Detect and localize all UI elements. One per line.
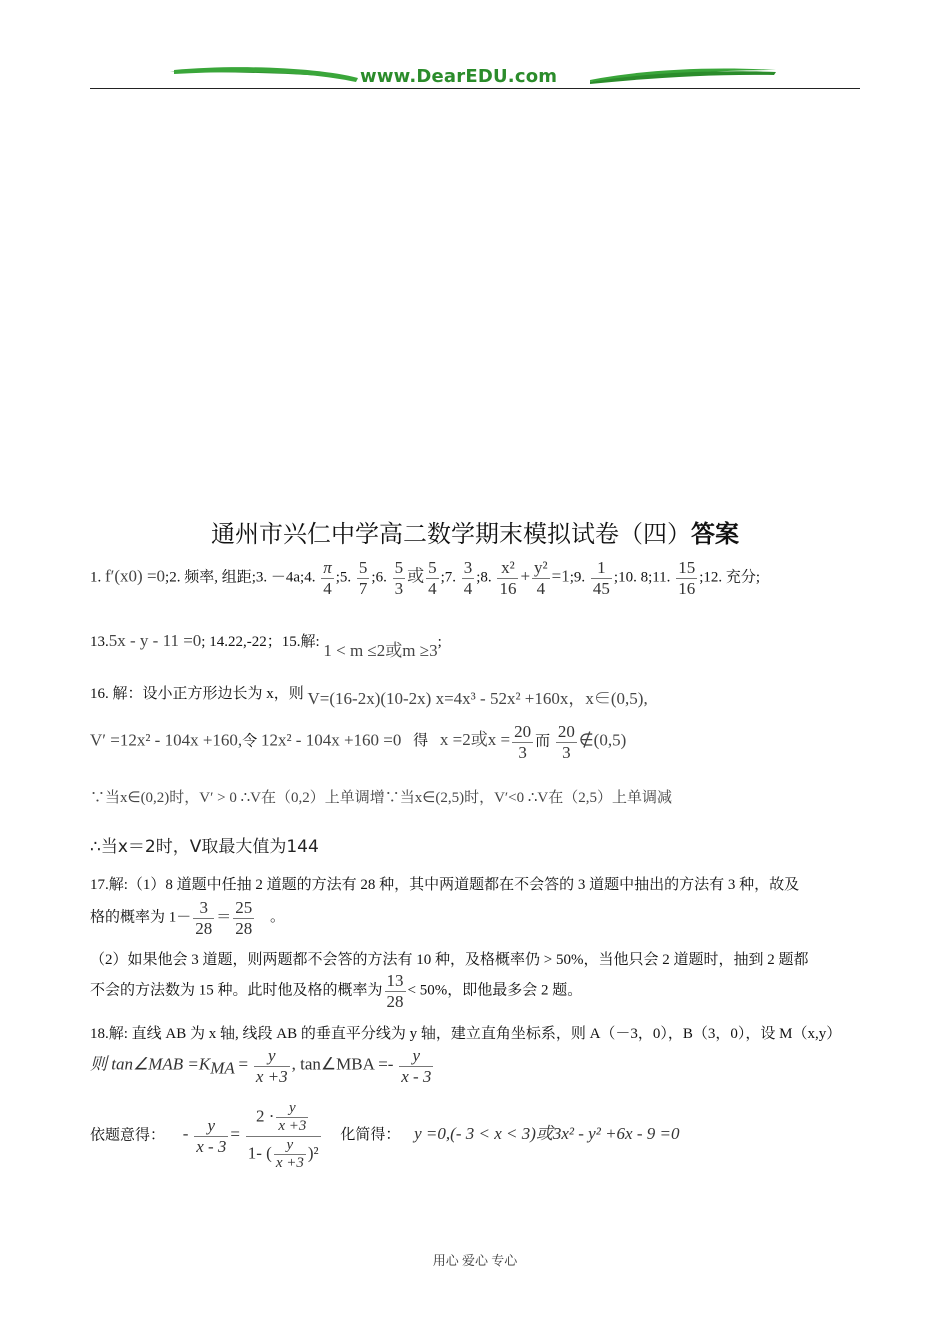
q17-equals: ＝: [216, 909, 232, 926]
q16-volume-expression: V=(16-2x)(10-2x) x=4x³ - 52x² +160x，x∈(0,5),: [307, 689, 648, 708]
q16-de: 得: [413, 733, 429, 750]
q18-huajian: 化简得：: [340, 1127, 401, 1144]
q16-monotonic-line: ∵当x∈(0,2)时，V′ > 0 ∴V在（0,2）上单调增∵当x∈(2,5)时，V′<0 ∴V在（2,5）上单调减: [90, 790, 673, 806]
q16-derivative: V′ =12x² - 104x +160,: [90, 730, 243, 750]
q8-label: ;8.: [476, 569, 492, 586]
q6-label: ;6.: [371, 569, 387, 586]
q5-label: ;5.: [335, 569, 352, 586]
q16-not-in: ∉(0,5): [578, 730, 627, 750]
q1-number: 1.: [90, 569, 102, 586]
q16-line-2: [90, 722, 626, 762]
q17-lead: 格的概率为 1－: [90, 909, 192, 926]
q15-end: ;: [437, 634, 442, 650]
q16-lead: 16. 解：设小正方形边长为 x，则: [90, 686, 304, 702]
title-main: 通州市兴仁中学高二数学期末模拟试卷（四）: [211, 520, 691, 548]
q13-number: 13.: [90, 634, 109, 650]
q7-fraction: $\frac{3}{4}$: [463, 558, 473, 598]
q16-ling: 令: [242, 733, 258, 750]
q6-or: 或: [407, 566, 425, 586]
q17-lead-2: 不会的方法数为 15 种。此时他及格的概率为: [90, 982, 383, 999]
header-rule: [90, 88, 860, 89]
q12-answer: ;12. 充分;: [699, 569, 761, 586]
q6-fraction-2: $\frac{5}{4}$: [428, 558, 437, 598]
q17-end-2: < 50%，即他最多会 2 题。: [407, 982, 583, 999]
q17-line-2: [90, 898, 285, 938]
q17-line-1: 17.解:（1）8 道题中任抽 2 道题的方法有 28 种，其中两道题都在不会答的 3 道题中抽出的方法有 3 种，故及: [90, 877, 800, 893]
q17-line-3: （2）如果他会 3 道题，则两题都不会答的方法有 10 种，及格概率仍 > 50%，当他只会 2 道题时，抽到 2 题都: [90, 952, 809, 968]
q9-fraction: $\frac{1}{45}$: [592, 558, 610, 598]
header-logo-text: www.DearEDU.com: [360, 66, 558, 87]
q1-answer: f′(x0) =0: [105, 566, 166, 586]
q18-minus: -: [182, 1124, 189, 1144]
answers-line-2: [90, 626, 442, 660]
q8-fraction-y: $\frac{\text{y²}}{4}$: [534, 558, 548, 598]
page-title: [0, 514, 950, 549]
q16-equation: 12x² - 104x +160 =0: [260, 730, 402, 750]
q13-answer: 5x - y - 11 =0: [108, 631, 202, 650]
q18-complex-fraction: 2 · $\frac{y}{x +3}$ 1- ( $\frac{y}{x +3}$ )²: [247, 1100, 319, 1171]
q8-plus: +: [520, 566, 531, 586]
q9-label: ;9.: [569, 569, 586, 586]
title-bold: 答案: [691, 520, 739, 548]
q11-fraction: $\frac{15}{16}$: [678, 558, 696, 598]
q18-equals-2: =: [230, 1124, 240, 1144]
q18-yitiyi: 依题意得：: [90, 1127, 166, 1144]
q18-line-2: [90, 1046, 435, 1086]
q16-fraction-1: $\frac{20}{3}$: [514, 722, 532, 762]
q4-fraction: $\frac{\pi}{4}$: [323, 558, 332, 598]
q18-tan-mab: 则 tan∠MAB =K: [90, 1054, 211, 1074]
q18-fraction-lhs: $\frac{y}{x - 3}$: [196, 1115, 227, 1156]
q18-subscript: MA: [210, 1058, 235, 1078]
q10-q11-label: ;10. 8;11.: [613, 569, 671, 586]
q7-label: ;7.: [440, 569, 457, 586]
q18-line-3: [90, 1100, 679, 1172]
q6-fraction-1: $\frac{5}{3}$: [394, 558, 404, 598]
q18-line-1: 18.解: 直线 AB 为 x 轴, 线段 AB 的垂直平分线为 y 轴，建立直角坐标系，则 A（－3，0），B（3，0），设 M（x,y）: [90, 1026, 842, 1042]
q16-roots: x =2或x =: [439, 730, 511, 750]
q18-result: y =0,(- 3 < x < 3)或3x² - y² +6x - 9 =0: [414, 1124, 680, 1144]
q14-q15-label: ; 14.22,-22；15.解:: [201, 634, 320, 650]
q16-line-1: [90, 678, 648, 708]
answers-line-1: [90, 558, 760, 598]
q17-fraction-1: $\frac{3}{28}$: [195, 898, 213, 938]
q18-tan-mba: , tan∠MBA =-: [291, 1054, 394, 1074]
q8-equals: =1: [551, 566, 570, 586]
q16-er: 而: [535, 733, 551, 750]
q17-line-4: [90, 971, 582, 1011]
q18-fraction-1: $\frac{y}{x +3}$: [255, 1046, 288, 1086]
q17-fraction-2: $\frac{25}{28}$: [235, 898, 253, 938]
q17-end: 。: [270, 909, 286, 926]
q5-fraction: $\frac{5}{7}$: [358, 558, 368, 598]
q15-answer: 1 < m ≤2或m ≥3: [323, 641, 438, 660]
q18-fraction-2: $\frac{y}{x - 3}$: [401, 1046, 432, 1086]
q16-conclusion: ∴当x＝2时，V取最大值为144: [90, 837, 319, 857]
q16-fraction-2: $\frac{20}{3}$: [557, 722, 575, 762]
q2-q4-text: ;2. 频率, 组距;3. －4a;4.: [165, 569, 316, 586]
q8-fraction-x: $\frac{\text{x²}}{16}$: [499, 558, 517, 598]
page-footer: 用心 爱心 专心: [432, 1253, 518, 1268]
q17-fraction-3: $\frac{13}{28}$: [386, 971, 404, 1011]
q18-equals: =: [238, 1054, 249, 1074]
